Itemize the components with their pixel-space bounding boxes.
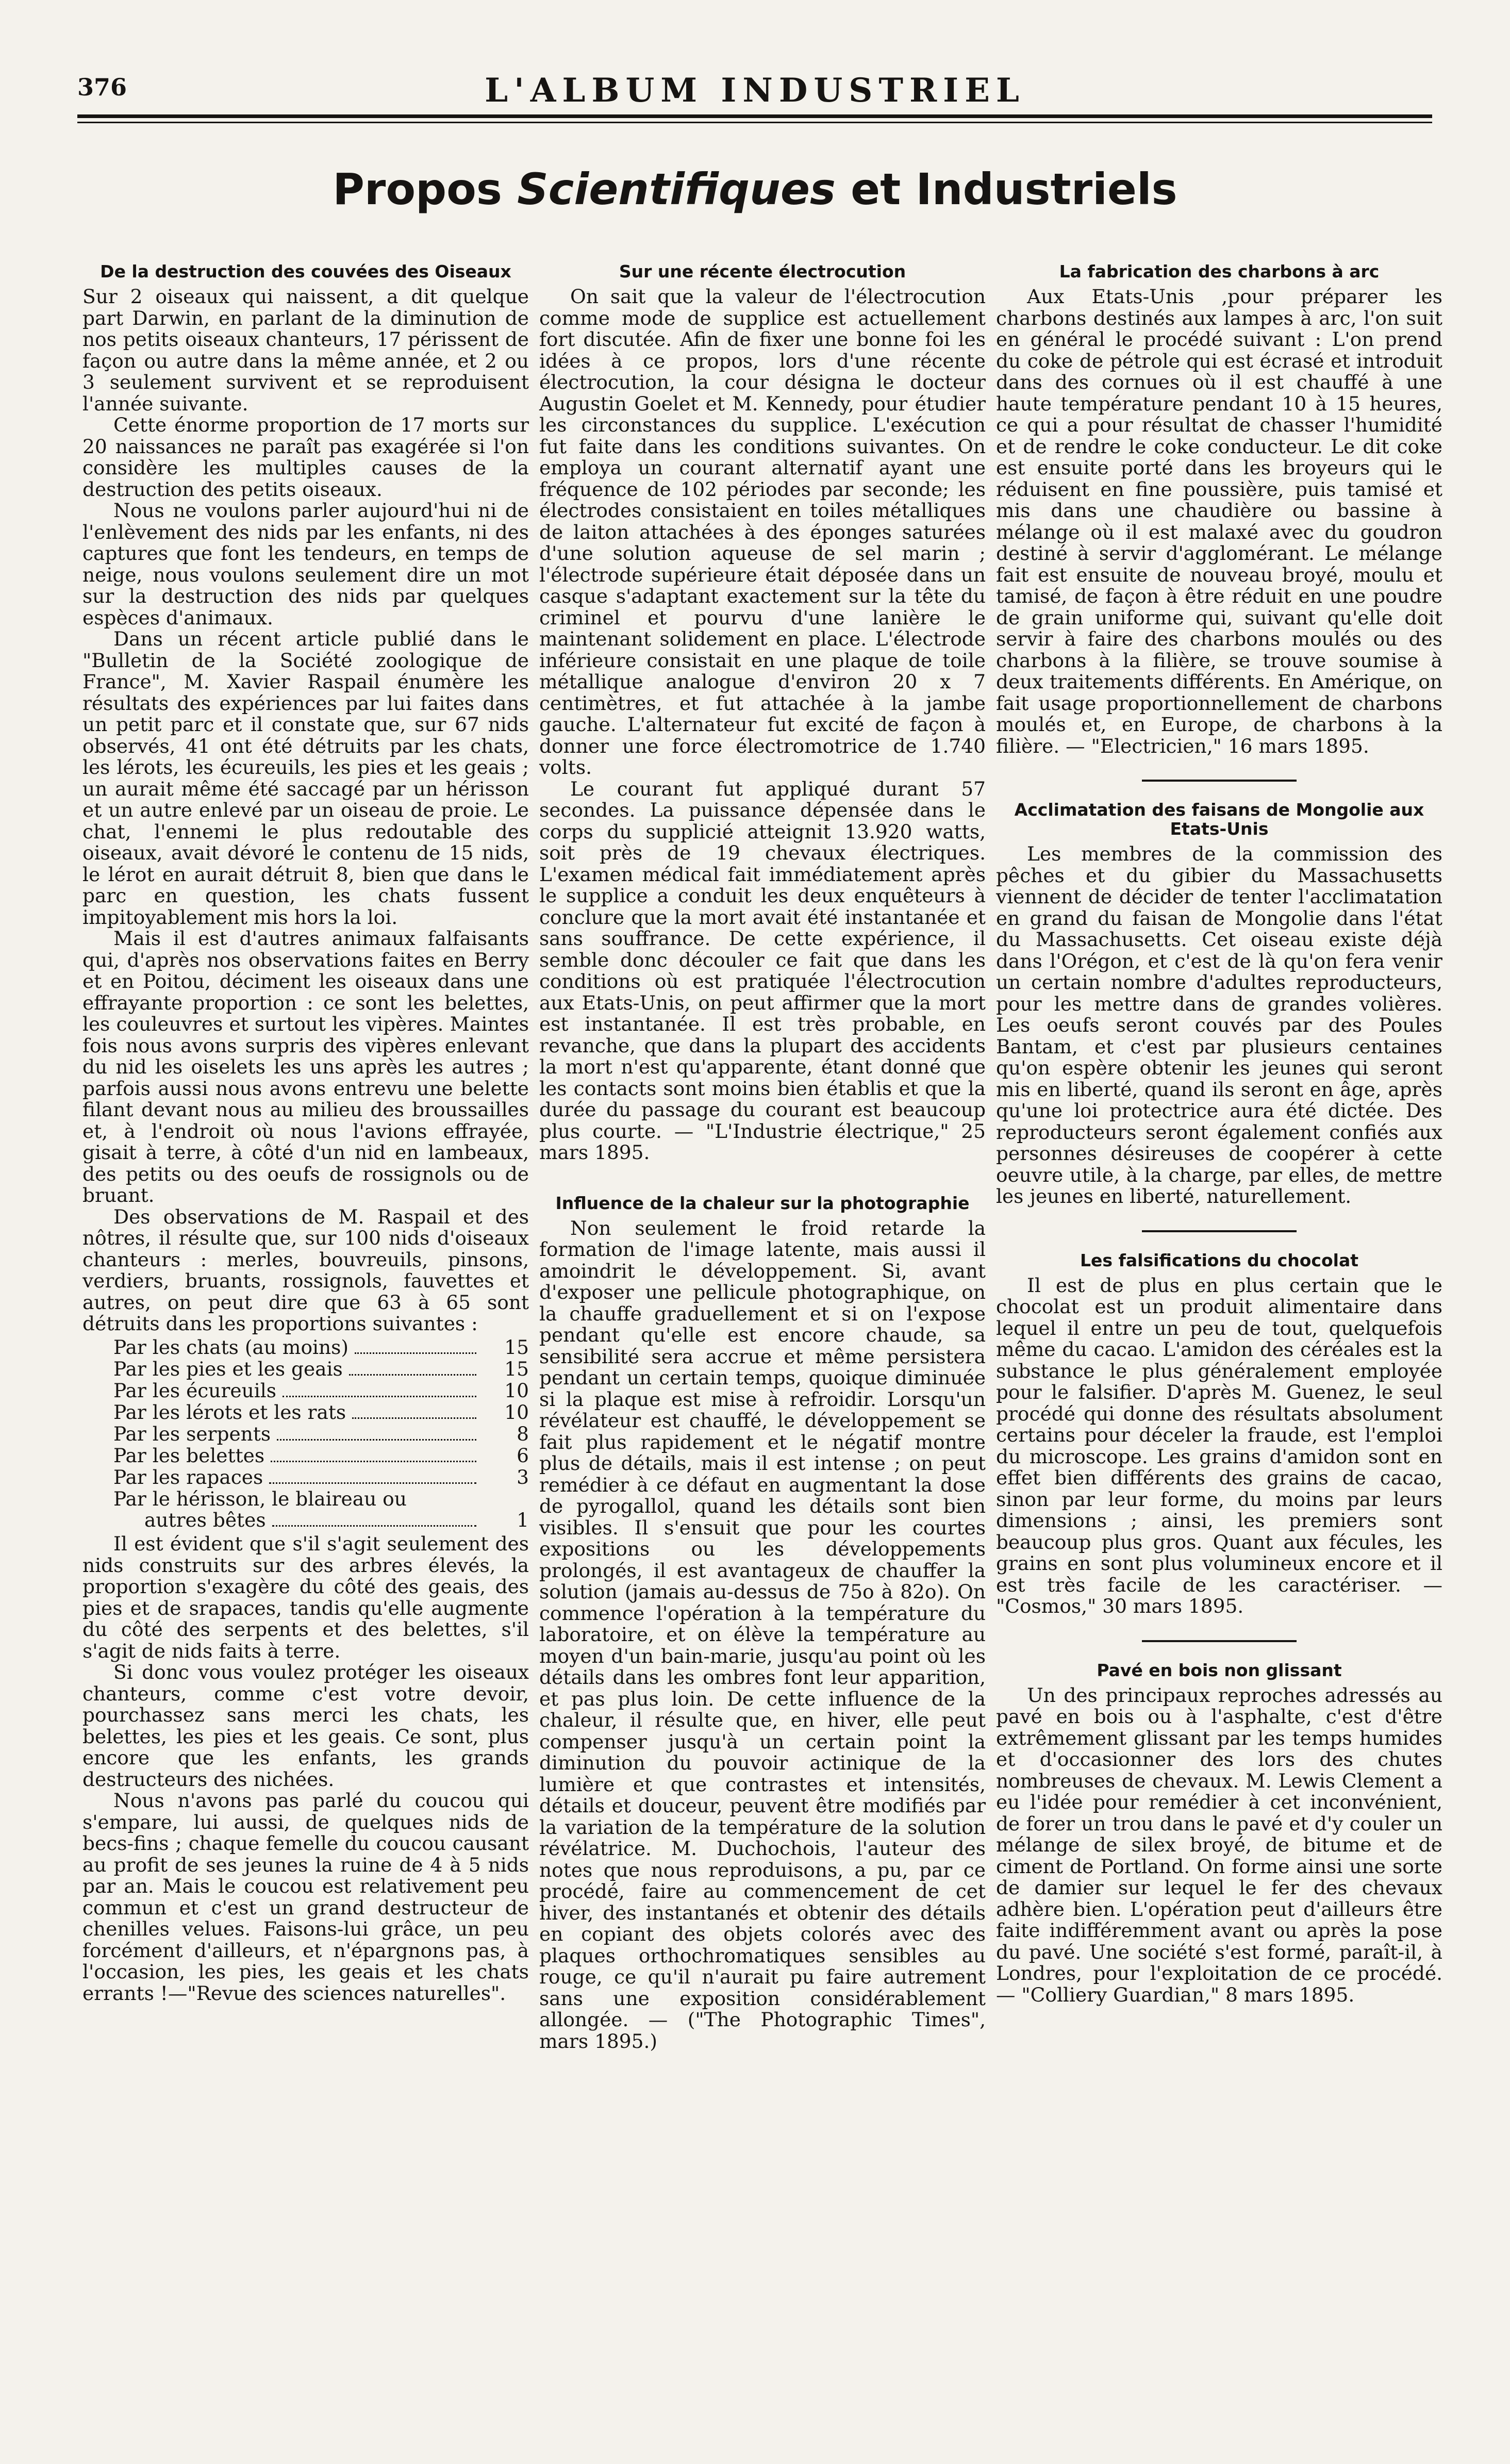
column-2 <box>539 262 986 2052</box>
tally-leader <box>352 1417 476 1419</box>
tally-label: autres bêtes <box>144 1509 266 1531</box>
article-title-pave: Pavé en bois non glissant <box>1097 1660 1342 1680</box>
page-title <box>0 164 1510 214</box>
tally-value: 10 <box>504 1379 529 1402</box>
article-title-couvees: De la destruction des couvées des Oiseaux <box>100 261 511 282</box>
tally-value: 15 <box>504 1335 529 1359</box>
page-title-part-2: Scientifiques <box>517 164 836 214</box>
tally-row <box>113 1424 529 1445</box>
article-title-photographie: Influence de la chaleur sur la photographie <box>555 1193 970 1213</box>
tally-label: Par les pies et les geais <box>113 1357 343 1380</box>
article-title-faisans: Acclimatation des faisans de Mongolie aux Etats-Unis <box>1014 800 1424 839</box>
article-paragraph: Dans un récent article publié dans le "Bulletin de la Société zoologique de France", M. Xavier Raspail énumère les résultats des expériences par lui faites dans un petit parc et il constate que, sur 67 nids observés, 41 ont été détruits par les chats, les lérots, les écureuils, les pies et les geais ; un aurait même été saccagé par un hérisson et un autre enlevé par un oiseau de proie. Le chat, l'ennemi le plus redoutable des oiseaux, avait dévoré le contenu de 15 nids, le lérot en aurait détruit 8, bien que dans le parc en question, les chats fussent impitoyablement mis hors la loi. <box>82 627 529 929</box>
tally-leader <box>355 1352 476 1354</box>
article-paragraph: Mais il est d'autres animaux falfaisants qui, d'après nos observations faites en Berry et en Poitou, déciment les oiseaux dans une effrayante proportion : ce sont les belettes, les couleuvres et surtout les vipères. Maintes fois nous avons surpris des vipères enlevant du nid les oiselets les uns après les autres ; parfois aussi nous avons entrevu une belette filant devant nous au milieu des broussailles et, à l'endroit où nous l'avions effrayée, gisait à terre, à côté d'un nid en lambeaux, des petits ou des oeufs de rossignols ou de bruant. <box>82 927 529 1206</box>
section-divider <box>1142 1640 1297 1642</box>
tally-leader <box>272 1525 476 1527</box>
tally-row <box>113 1380 529 1402</box>
tally-row-last-label: Par le hérisson, le blaireau ou <box>113 1487 407 1510</box>
article-title-chocolat: Les falsifications du chocolat <box>1080 1250 1359 1270</box>
tally-leader <box>349 1374 476 1376</box>
article-paragraph: Le courant fut appliqué durant 57 secondes. La puissance dépensée dans le corps du supplicié atteignit 13.920 watts, soit près de 19 chevaux électriques. L'examen médical fait immédiatement après le supplice a conduit les deux enquêteurs à conclure que la mort avait été instantanée et sans souffrance. De cette expérience, il semble donc découler ce fait que dans les conditions où est pratiquée l'électrocution aux Etats-Unis, on peut affirmer que la mort est instantanée. Il est très probable, en revanche, que dans la plupart des accidents la mort n'est qu'apparente, étant donné que les contacts sont moins bien établis et que la durée du passage du courant est beaucoup plus courte. — "L'Industrie électrique," 25 mars 1895. <box>539 777 986 1164</box>
tally-leader <box>283 1396 476 1397</box>
article-paragraph: On sait que la valeur de l'électrocution comme mode de supplice est actuellement fort discutée. Afin de fixer une bonne foi les idées à ce propos, lors d'une récente électrocution, la cour désigna le docteur Augustin Goelet et M. Kennedy, pour étudier les circonstances du supplice. L'exécution fut faite dans les conditions suivantes. On employa un courant alternatif ayant une fréquence de 102 périodes par seconde; les électrodes consistaient en toiles métalliques de laiton attachées à des éponges saturées d'une solution aqueuse de sel marin ; l'électrode supérieure était déposée dans un casque s'adaptant exactement sur la tête du criminel et pourvu d'une lanière le maintenant solidement en place. L'électrode inférieure consistait en une plaque de toile métallique analogue d'environ 20 x 7 centimètres, et fut attachée à la jambe gauche. L'alternateur fut excité de façon à donner une force électromotrice de 1.740 volts. <box>539 285 986 779</box>
article-paragraph: Sur 2 oiseaux qui naissent, a dit quelque part Darwin, en parlant de la diminution de nos petits oiseaux chanteurs, 17 périssent de façon ou autre dans la même année, et 2 ou 3 seulement survivent et se reproduisent l'année suivante. <box>82 285 529 415</box>
header-rule-thick <box>77 114 1432 118</box>
column-3 <box>996 262 1442 2006</box>
page-number: 376 <box>77 73 127 101</box>
tally-value: 10 <box>504 1400 529 1424</box>
article-paragraph: Nous ne voulons parler aujourd'hui ni de l'enlèvement des nids par les enfants, ni des captures que font les tendeurs, en temps de neige, nous voulons seulement dire un mot sur la destruction des nids par quelques espèces d'animaux. <box>82 499 529 629</box>
tally-value: 6 <box>517 1444 529 1467</box>
tally-row <box>113 1337 529 1359</box>
tally-label: Par les chats (au moins) <box>113 1335 349 1359</box>
tally-row <box>113 1359 529 1380</box>
header-rule-thin <box>77 122 1432 123</box>
tally-label: Par les belettes <box>113 1444 265 1467</box>
page-title-part-3: et Industriels <box>835 164 1177 214</box>
tally-label: Par les rapaces <box>113 1465 263 1489</box>
tally-label: Par les serpents <box>113 1422 271 1445</box>
destruction-tally <box>113 1337 529 1532</box>
article-paragraph: Cette énorme proportion de 17 morts sur 20 naissances ne paraît pas exagérée si l'on considère les multiples causes de la destruction des petits oiseaux. <box>82 414 529 501</box>
article-paragraph: Aux Etats-Unis ,pour préparer les charbons destinés aux lampes à arc, l'on suit en général le procédé suivant : L'on prend du coke de pétrole qui est écrasé et introduit dans des cornues où il est chauffé à une haute température pendant 10 à 15 heures, ce qui a pour résultat de chasser l'humidité et de rendre le coke conducteur. Le dit coke est ensuite porté dans les broyeurs qui le réduisent en fine poussière, puis tamisé et mis dans une chaudière ou bassine à mélange où il est malaxé avec du goudron destiné à servir d'agglomérant. Le mélange fait est ensuite de nouveau broyé, moulu et tamisé, de façon à être réduit en une poudre de grain uniforme qui, suivant qu'elle doit servir à faire des charbons moulés ou des charbons à la filière, se trouve soumise à deux traitements différents. En Amérique, on fait usage proportionnellement de charbons moulés et, en Europe, de charbons à la filière. — "Electricien," 16 mars 1895. <box>996 285 1442 757</box>
tally-value: 3 <box>517 1465 529 1489</box>
tally-value: 15 <box>504 1357 529 1380</box>
tally-leader <box>271 1461 476 1462</box>
article-paragraph: Il est de plus en plus certain que le chocolat est un produit alimentaire dans lequel il entre un peu de tout, quelquefois même du cacao. L'amidon des céréales est la substance le plus généralement employée pour le falsifier. D'après M. Guenez, le seul procédé qui donne des résultats absolument certains pour déceler la fraude, est l'emploi du microscope. Les grains d'amidon sont en effet bien différents des grains de cacao, sinon par leur forme, du moins par leurs dimensions ; ainsi, les premiers sont beaucoup plus gros. Quant aux fécules, les grains en sont plus volumineux encore et il est très facile de les caractériser. — "Cosmos," 30 mars 1895. <box>996 1274 1442 1617</box>
article-title-electrocution: Sur une récente électrocution <box>619 261 906 282</box>
tally-leader <box>269 1482 476 1484</box>
section-gap <box>539 1164 986 1194</box>
tally-label: Par les lérots et les rats <box>113 1400 346 1424</box>
tally-value: 8 <box>517 1422 529 1445</box>
tally-row <box>113 1467 529 1489</box>
tally-row <box>113 1445 529 1467</box>
running-title: L'ALBUM INDUSTRIEL <box>485 71 1025 110</box>
tally-row <box>113 1402 529 1424</box>
tally-label: Par les écureuils <box>113 1379 276 1402</box>
article-paragraph: Non seulement le froid retarde la formation de l'image latente, mais aussi il amoindrit le développement. Si, avant d'exposer une pellicule photographique, on la chauffe graduellement et si on l'expose pendant qu'elle est encore chaude, sa sensibilité sera accrue et même persistera pendant un certain temps, quoique diminuée si la plaque est mise à refroidir. Lorsqu'un révélateur est chauffé, le développement se fait plus rapidement et le négatif montre plus de détails, mais il est intense ; on peut remédier à ce défaut en augmentant la dose de pyrogallol, quand les détails sont bien visibles. Il s'ensuit que pour les courtes expositions ou les développements prolongés, il est avantageux de chauffer la solution (jamais au-dessus de 75o à 82o). On commence l'opération à la température du laboratoire, et on élève la température au moyen d'un bain-marie, jusqu'au point où les détails dans les ombres font leur apparition, et pas plus loin. De cette influence de la chaleur, il résulte que, en hiver, elle peut compenser jusqu'à un certain point la diminution du pouvoir actinique de la lumière et que contrastes et intensités, détails et douceur, peuvent être modifiés par la variation de la température de la solution révélatrice. M. Duchochois, l'auteur des notes que nous reproduisons, a pu, par ce procédé, faire au commencement de cet hiver, des instantanés et obtenir des détails en copiant des objets colorés avec des plaques orthochromatiques sensibles au rouge, ce qu'il n'aurait pu faire autrement sans une exposition considérablement allongée. — ("The Photographic Times", mars 1895.) <box>539 1216 986 2053</box>
page-title-part-1: Propos <box>333 164 518 214</box>
article-paragraph: Il est évident que s'il s'agit seulement des nids construits sur des arbres élevés, la proportion s'exagère du côté des geais, des pies et de srapaces, tandis qu'elle augmente du côté des serpents et des belettes, s'il s'agit de nids faits à terre. <box>82 1532 529 1662</box>
column-1 <box>82 262 529 2004</box>
article-paragraph: Les membres de la commission des pêches et du gibier du Massachusetts viennent de décider de tenter l'acclimatation en grand du faisan de Mongolie dans l'état du Massachusetts. Cet oiseau existe déjà dans l'Orégon, et c'est de là qu'on fera venir un certain nombre d'adultes reproducteurs, pour les mettre dans de grandes volières. Les oeufs seront couvés par des Poules Bantam, et c'est par plusieurs centaines qu'on espère obtenir les jeunes qui seront mis en liberté, quand ils seront en âge, après qu'une loi protectrice aura été dictée. Des reproducteurs seront également confiés aux personnes désireuses de coopérer à cette oeuvre utile, à la charge, par elles, de mettre les jeunes en liberté, naturellement. <box>996 842 1442 1208</box>
section-divider <box>1142 1230 1297 1232</box>
article-paragraph: Un des principaux reproches adressés au pavé en bois ou à l'asphalte, c'est d'être extrêmement glissant par les temps humides et d'occasionner des lors des chutes nombreuses de chevaux. M. Lewis Clement a eu l'idée pour remédier à cet inconvénient, de forer un trou dans le pavé et d'y couler un mélange de silex broyé, de bitume et de ciment de Portland. On forme ainsi une sorte de damier sur lequel le fer des chevaux adhère bien. L'opération peut d'ailleurs être faite indifféremment avant ou après la pose du pavé. Une société s'est formé, paraît-il, à Londres, pour l'exploitation de ce procédé. — "Colliery Guardian," 8 mars 1895. <box>996 1683 1442 2006</box>
tally-value: 1 <box>517 1509 529 1531</box>
article-paragraph: Des observations de M. Raspail et des nôtres, il résulte que, sur 100 nids d'oiseaux chanteurs : merles, bouvreuils, pinsons, verdiers, bruants, rossignols, fauvettes et autres, on peut dire que 63 à 65 sont détruits dans les proportions suivantes : <box>82 1205 529 1335</box>
tally-row <box>113 1510 529 1531</box>
tally-leader <box>277 1439 476 1441</box>
article-title-charbons: La fabrication des charbons à arc <box>1059 261 1380 282</box>
section-divider <box>1142 780 1297 782</box>
article-paragraph: Si donc vous voulez protéger les oiseaux chanteurs, comme c'est votre devoir, pourchassez sans merci les chats, les belettes, les pies et les geais. Ce sont, plus encore que les enfants, les grands destructeurs des nichées. <box>82 1661 529 1791</box>
article-paragraph: Nous n'avons pas parlé du coucou qui s'empare, lui aussi, de quelques nids de becs-fins ; chaque femelle du coucou causant au profit de ses jeunes la ruine de 4 à 5 nids par an. Mais le coucou est relativement peu commun et c'est un grand destructeur de chenilles velues. Faisons-lui grâce, un peu forcément d'ailleurs, et n'épargnons pas, à l'occasion, les pies, les geais et les chats errants !—"Revue des sciences naturelles". <box>82 1789 529 2005</box>
